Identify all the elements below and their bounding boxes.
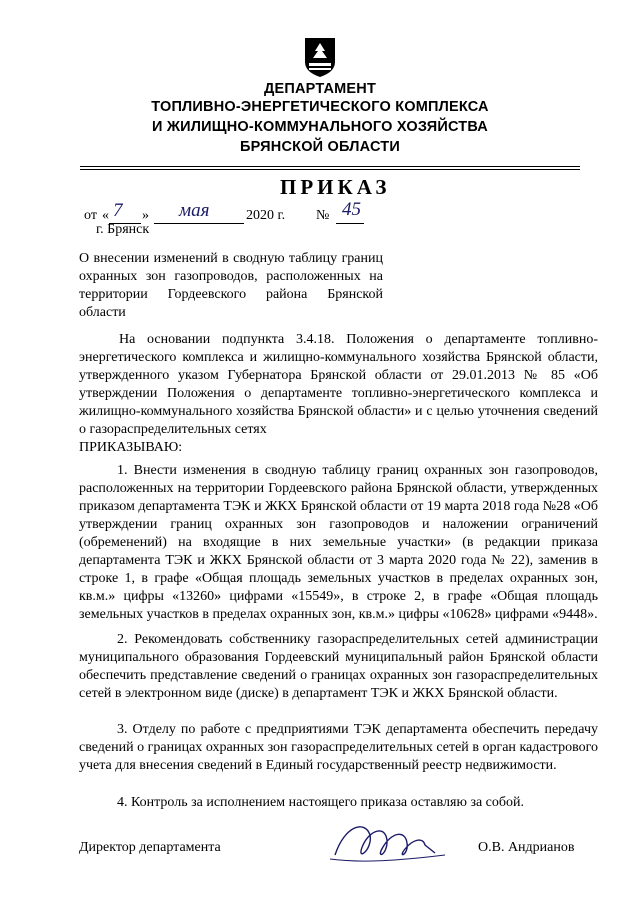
- date-prefix: от: [84, 208, 97, 223]
- handwritten-signature: [325, 815, 455, 870]
- number-sign: №: [316, 208, 330, 223]
- header-divider-thick: [80, 169, 580, 170]
- handwritten-day: 7: [113, 200, 123, 221]
- signatory-name: О.В. Андрианов: [478, 840, 575, 855]
- header-divider-thin: [80, 166, 580, 167]
- order-title: ПРИКАЗ: [280, 175, 391, 199]
- department-name-line-4: БРЯНСКОЙ ОБЛАСТИ: [240, 139, 400, 155]
- department-name-line-2: ТОПЛИВНО-ЭНЕРГЕТИЧЕСКОГО КОМПЛЕКСА: [151, 99, 489, 115]
- coat-of-arms-icon: [303, 36, 337, 78]
- order-item-4: 4. Контроль за исполнением настоящего приказа оставляю за собой.: [117, 795, 525, 810]
- order-item-1: 1. Внести изменения в сводную таблицу границ охранных зон газопроводов, расположенных на территории Гордеевского района Брянской области, утвержденных приказом департамента ТЭК и ЖКХ Брянской области от 19 марта 2018 года №28 «Об утверждении границ охранных зон газопроводов и наложении ограничений (обременений) на входящие в них земельные участки» (в редакции приказа департамента ТЭК и ЖКХ Брянской области от 3 марта 2020 года № 22), заменив в строке 1, в графе «Общая площадь земельных участков в пределах охранных зон, кв.м.» цифры «13260» цифрами «15549», в строке 2, в графе «Общая площадь земельных участков в пределах охранных зон, кв.м.» цифры «10628» цифрами «9448».: [79, 463, 598, 622]
- order-subject: О внесении изменений в сводную таблицу границ охранных зон газопроводов, расположенных на территории Гордеевского района Брянской области: [79, 251, 383, 320]
- quote-close: »: [142, 208, 149, 223]
- order-city: г. Брянск: [96, 222, 150, 237]
- month-underline: [154, 223, 244, 224]
- department-name-line-3: И ЖИЛИЩНО-КОММУНАЛЬНОГО ХОЗЯЙСТВА: [152, 119, 488, 135]
- order-year: 2020 г.: [246, 208, 286, 223]
- department-name-line-1: ДЕПАРТАМЕНТ: [263, 81, 377, 97]
- preamble-paragraph: На основании подпункта 3.4.18. Положения о департаменте топливно-энергетического комплекса и жилищно-коммунального хозяйства Брянской области, утвержденного указом Губернатора Брянской области от 29.01.2013 № 85 «Об утверждении Положения о департаменте топливно-энергетического комплекса и жилищно-коммунального хозяйства Брянской области» и с целью уточнения сведений о газораспределительных сетях: [79, 332, 598, 437]
- order-date-line: [84, 200, 414, 224]
- order-item-3: 3. Отделу по работе с предприятиями ТЭК департамента обеспечить передачу сведений о границах охранных зон газораспределительных сетей в орган кадастрового учета для внесения сведений в Единый государственный реестр недвижимости.: [79, 722, 598, 773]
- number-underline: [336, 223, 364, 224]
- order-item-2: 2. Рекомендовать собственнику газораспределительных сетей администрации муниципального образования Гордеевский муниципальный район Брянской области обеспечить представление сведений о границах охранных зон газораспределительных сетей в электронном виде (диске) в департамент ТЭК и ЖКХ Брянской области.: [79, 632, 598, 701]
- signatory-title: Директор департамента: [79, 840, 221, 855]
- order-directive: ПРИКАЗЫВАЮ:: [79, 440, 183, 455]
- handwritten-month: мая: [179, 200, 210, 221]
- handwritten-order-number: 45: [342, 199, 361, 220]
- quote-open: «: [102, 208, 109, 223]
